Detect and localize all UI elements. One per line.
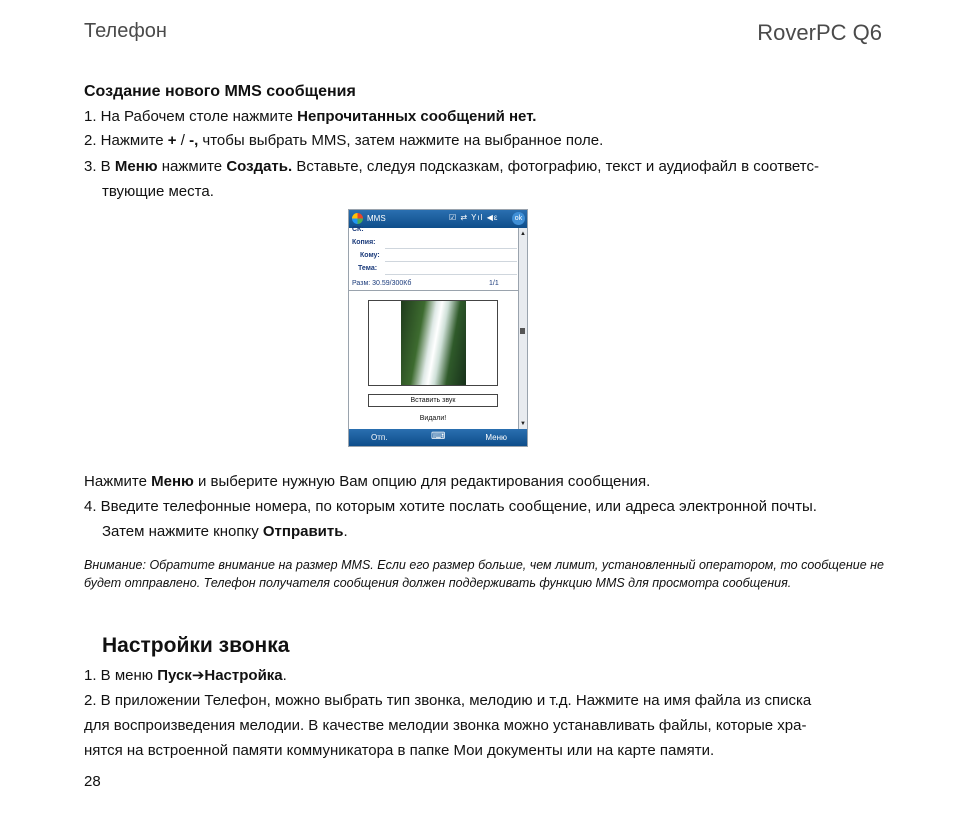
device-screenshot [348, 209, 528, 447]
step-4-period: . [343, 523, 348, 540]
step-4: 4. Введите телефонные номера, по которым хотите послать сообщение, или адреса электронной почты. [84, 498, 817, 515]
step-4-send: Отправить [262, 523, 344, 540]
after-figure-menu: Меню [151, 473, 194, 490]
step-3-text: 3. В [84, 158, 115, 175]
section-heading-ring-settings: Настройки звонка [102, 634, 290, 657]
device-title-bar [349, 210, 527, 228]
after-figure-rest: и выберите нужную Вам опцию для редактирования сообщения. [193, 473, 651, 490]
step-3-create: Создать. [226, 158, 293, 175]
scroll-up-icon: ▲ [520, 231, 526, 237]
page-counter: 1/1 [489, 280, 499, 287]
softkey-left: Отп. [371, 433, 388, 442]
after-figure-a: Нажмите [84, 473, 152, 490]
message-text: Видали! [419, 415, 447, 422]
field-to-line [385, 261, 517, 262]
scroll-down-icon: ▼ [520, 421, 526, 427]
step-4-continued [102, 520, 348, 544]
ring-step-2-line-1: 2. В приложении Телефон, можно выбрать тип звонка, мелодию и т.д. Нажмите на имя файла из списка [84, 692, 812, 709]
windows-start-icon [352, 213, 363, 224]
section-heading-new-mms: Создание нового MMS сообщения [84, 83, 356, 100]
step-1-text: 1. На Рабочем столе нажмите [84, 108, 298, 125]
ring-step-1-path: Пуск➔Настройка [157, 667, 283, 684]
status-icons: ☑ ⇄ Yıl ◀ε [449, 213, 499, 222]
field-subject-label: Тема: [358, 265, 378, 272]
ring-step-1-period: . [282, 667, 287, 684]
step-3 [84, 155, 819, 179]
header-product-name: RoverPC Q6 [757, 20, 882, 45]
step-2-slash: / [176, 132, 190, 149]
step-2-rest: чтобы выбрать MMS, затем нажмите на выбранное поле. [198, 132, 604, 149]
step-2-text: 2. Нажмите [84, 132, 168, 149]
device-title: MMS [367, 214, 386, 223]
step-3-menu: Меню [114, 158, 158, 175]
field-to-label: Кому: [360, 252, 380, 259]
field-copy-label: Копия: [352, 239, 376, 246]
keyboard-icon: ⌨ [431, 431, 446, 442]
step-3-mid: нажмите [157, 158, 227, 175]
step-1 [84, 105, 536, 129]
step-4-text: Затем нажмите кнопку [102, 523, 263, 540]
page-number: 28 [84, 773, 101, 790]
header-section-title: Телефон [84, 20, 167, 42]
ring-step-1 [84, 664, 287, 688]
step-3-rest: Вставьте, следуя подсказкам, фотографию, текст и аудиофайл в соответс- [292, 158, 819, 175]
message-size: Разм: 30.59/300Кб [352, 280, 412, 287]
ring-step-1-text: 1. В меню [84, 667, 158, 684]
waterfall-photo [401, 301, 466, 385]
device-scrollbar [518, 228, 527, 430]
step-1-bold: Непрочитанных сообщений нет. [297, 108, 537, 125]
warning-note: Внимание: Обратите внимание на размер MMS. Если его размер больше, чем лимит, установленный оператором, то сообщение не будет отправлено. Телефон получателя сообщения должен поддерживать функцию MMS для просмотра сообщения. [84, 558, 884, 590]
step-2-plus: + [167, 132, 177, 149]
step-2 [84, 129, 603, 153]
field-cc-label: СК: [352, 226, 364, 233]
softkey-right: Меню [485, 433, 507, 442]
field-subject-line [385, 274, 517, 275]
step-3-continued: твующие места. [102, 183, 214, 200]
ok-button: ok [512, 212, 525, 225]
ring-step-2-line-2: для воспроизведения мелодии. В качестве мелодии звонка можно устанавливать файлы, которые хра- [84, 717, 807, 734]
ring-step-2-line-3: нятся на встроенной памяти коммуникатора в папке Мои документы или на карте памяти. [84, 742, 715, 759]
device-separator [349, 290, 519, 291]
insert-sound-button: Вставить звук [368, 394, 498, 407]
after-figure-text [84, 470, 650, 494]
scroll-thumb [520, 328, 525, 334]
device-softkey-bar [349, 429, 527, 446]
step-2-minus: -, [189, 132, 199, 149]
field-copy-line [385, 248, 517, 249]
